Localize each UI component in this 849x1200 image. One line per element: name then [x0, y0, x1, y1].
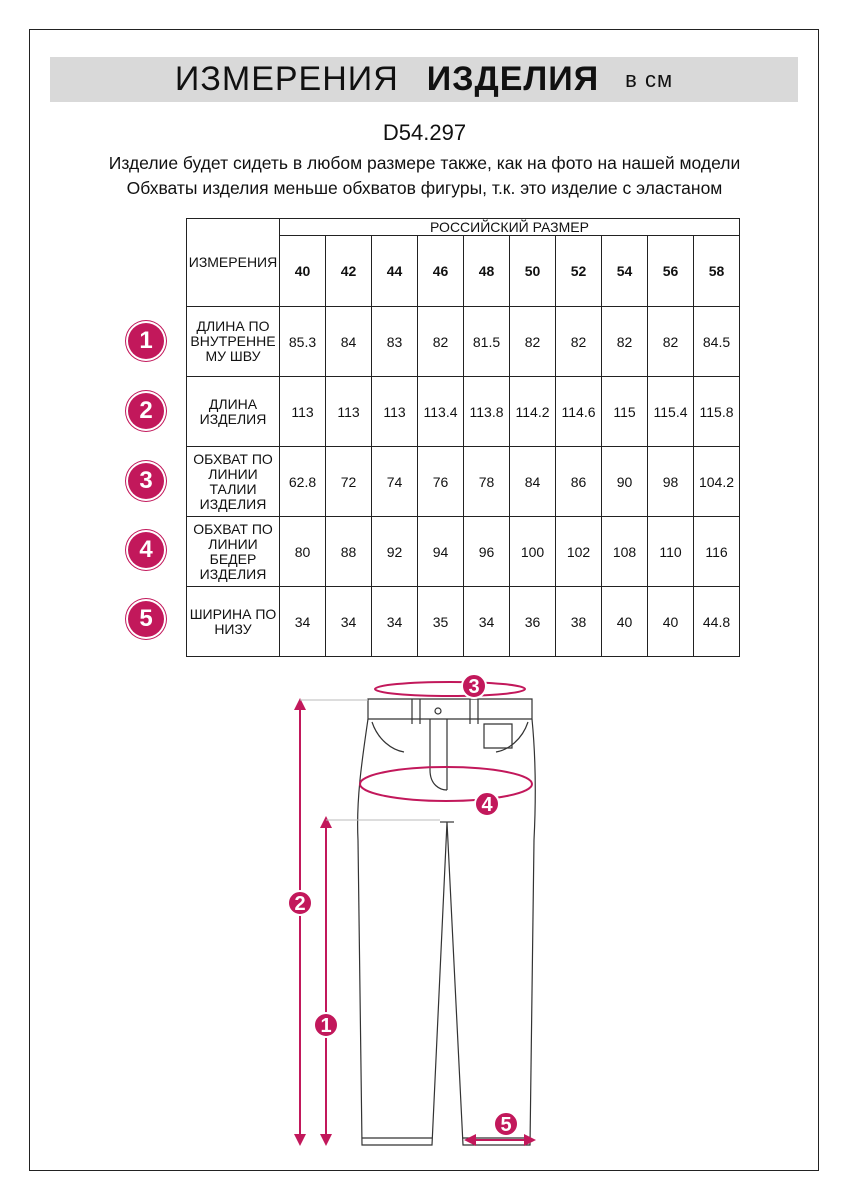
waist-measure-line	[375, 682, 525, 696]
table-cell: 40	[648, 587, 694, 657]
size-header: 42	[326, 236, 372, 307]
hip-measure-line	[360, 767, 532, 801]
marker-3	[462, 674, 486, 698]
table-row	[187, 587, 740, 657]
measurement-badge-4: 4	[128, 532, 164, 568]
table-cell: 115	[602, 377, 648, 447]
table-cell: 113.4	[418, 377, 464, 447]
table-cell: 82	[418, 307, 464, 377]
row-label: ОБХВАТ ПО ЛИНИИ БЕДЕР ИЗДЕЛИЯ	[187, 517, 280, 587]
table-cell: 84.5	[694, 307, 740, 377]
table-cell: 72	[326, 447, 372, 517]
table-cell: 34	[280, 587, 326, 657]
table-cell: 113	[326, 377, 372, 447]
fit-note: Изделие будет сидеть в любом размере также, как на фото на нашей модели	[108, 153, 741, 173]
table-cell: 108	[602, 517, 648, 587]
size-header: 46	[418, 236, 464, 307]
table-cell: 102	[556, 517, 602, 587]
row-label: ДЛИНА ИЗДЕЛИЯ	[187, 377, 280, 447]
table-cell: 76	[418, 447, 464, 517]
size-header: 56	[648, 236, 694, 307]
size-header: 58	[694, 236, 740, 307]
svg-text:3: 3	[468, 676, 480, 698]
table-cell: 81.5	[464, 307, 510, 377]
table-cell: 115.4	[648, 377, 694, 447]
table-cell: 82	[648, 307, 694, 377]
table-cell: 116	[694, 517, 740, 587]
size-header: 54	[602, 236, 648, 307]
table-cell: 44.8	[694, 587, 740, 657]
table-cell: 82	[602, 307, 648, 377]
table-cell: 94	[418, 517, 464, 587]
table-cell: 74	[372, 447, 418, 517]
table-cell: 88	[326, 517, 372, 587]
row-label: ДЛИНА ПО ВНУТРЕННЕ МУ ШВУ	[187, 307, 280, 377]
measurement-badge-2: 2	[128, 393, 164, 429]
svg-text:4: 4	[481, 794, 493, 816]
table-cell: 36	[510, 587, 556, 657]
row-label: ОБХВАТ ПО ЛИНИИ ТАЛИИ ИЗДЕЛИЯ	[187, 447, 280, 517]
table-row	[187, 377, 740, 447]
page-title: ИЗМЕРЕНИЯ	[174, 60, 399, 98]
table-cell: 80	[280, 517, 326, 587]
table-row	[187, 517, 740, 587]
table-cell: 62.8	[280, 447, 326, 517]
table-cell: 34	[326, 587, 372, 657]
marker-2	[288, 891, 312, 915]
size-table	[186, 218, 740, 657]
measurement-lines	[300, 682, 532, 1140]
table-cell: 92	[372, 517, 418, 587]
title-bar	[50, 57, 798, 102]
table-cell: 113.8	[464, 377, 510, 447]
table-cell: 96	[464, 517, 510, 587]
row-label: ШИРИНА ПО НИЗУ	[187, 587, 280, 657]
marker-1	[314, 1013, 338, 1037]
svg-text:2: 2	[294, 893, 306, 915]
table-cell: 110	[648, 517, 694, 587]
table-cell: 114.2	[510, 377, 556, 447]
table-cell: 113	[280, 377, 326, 447]
table-cell: 115.8	[694, 377, 740, 447]
svg-text:1: 1	[320, 1015, 332, 1037]
size-group-header: РОССИЙСКИЙ РАЗМЕР	[280, 219, 740, 236]
guide-line	[300, 700, 440, 820]
size-header: 52	[556, 236, 602, 307]
table-row	[187, 447, 740, 517]
measurement-badge-3: 3	[128, 463, 164, 499]
table-cell: 86	[556, 447, 602, 517]
table-cell: 104.2	[694, 447, 740, 517]
size-header: 44	[372, 236, 418, 307]
measurement-badge-1: 1	[128, 323, 164, 359]
table-row	[187, 307, 740, 377]
size-header: 48	[464, 236, 510, 307]
trousers-outline	[358, 699, 536, 1145]
table-cell: 35	[418, 587, 464, 657]
table-cell: 82	[556, 307, 602, 377]
article-number: D54.297	[382, 120, 467, 145]
svg-text:5: 5	[500, 1114, 512, 1136]
table-cell: 34	[372, 587, 418, 657]
table-cell: 82	[510, 307, 556, 377]
table-cell: 90	[602, 447, 648, 517]
page-title-bold: ИЗДЕЛИЯ	[426, 60, 600, 98]
table-cell: 85.3	[280, 307, 326, 377]
size-header: 50	[510, 236, 556, 307]
trousers-diagram	[0, 660, 849, 1160]
elastane-note: Обхваты изделия меньше обхватов фигуры, т.к. это изделие с эластаном	[126, 178, 723, 198]
size-header: 40	[280, 236, 326, 307]
table-cell: 84	[326, 307, 372, 377]
table-cell: 84	[510, 447, 556, 517]
table-cell: 40	[602, 587, 648, 657]
marker-4	[475, 792, 499, 816]
table-cell: 83	[372, 307, 418, 377]
marker-5	[494, 1112, 518, 1136]
table-cell: 78	[464, 447, 510, 517]
table-cell: 113	[372, 377, 418, 447]
waist-button-icon	[435, 708, 441, 714]
table-cell: 100	[510, 517, 556, 587]
table-cell: 34	[464, 587, 510, 657]
measurement-badge-5: 5	[128, 601, 164, 637]
table-cell: 114.6	[556, 377, 602, 447]
table-cell: 38	[556, 587, 602, 657]
title-unit: в см	[625, 66, 674, 92]
table-cell: 98	[648, 447, 694, 517]
measure-header: ИЗМЕРЕНИЯ	[187, 219, 280, 307]
